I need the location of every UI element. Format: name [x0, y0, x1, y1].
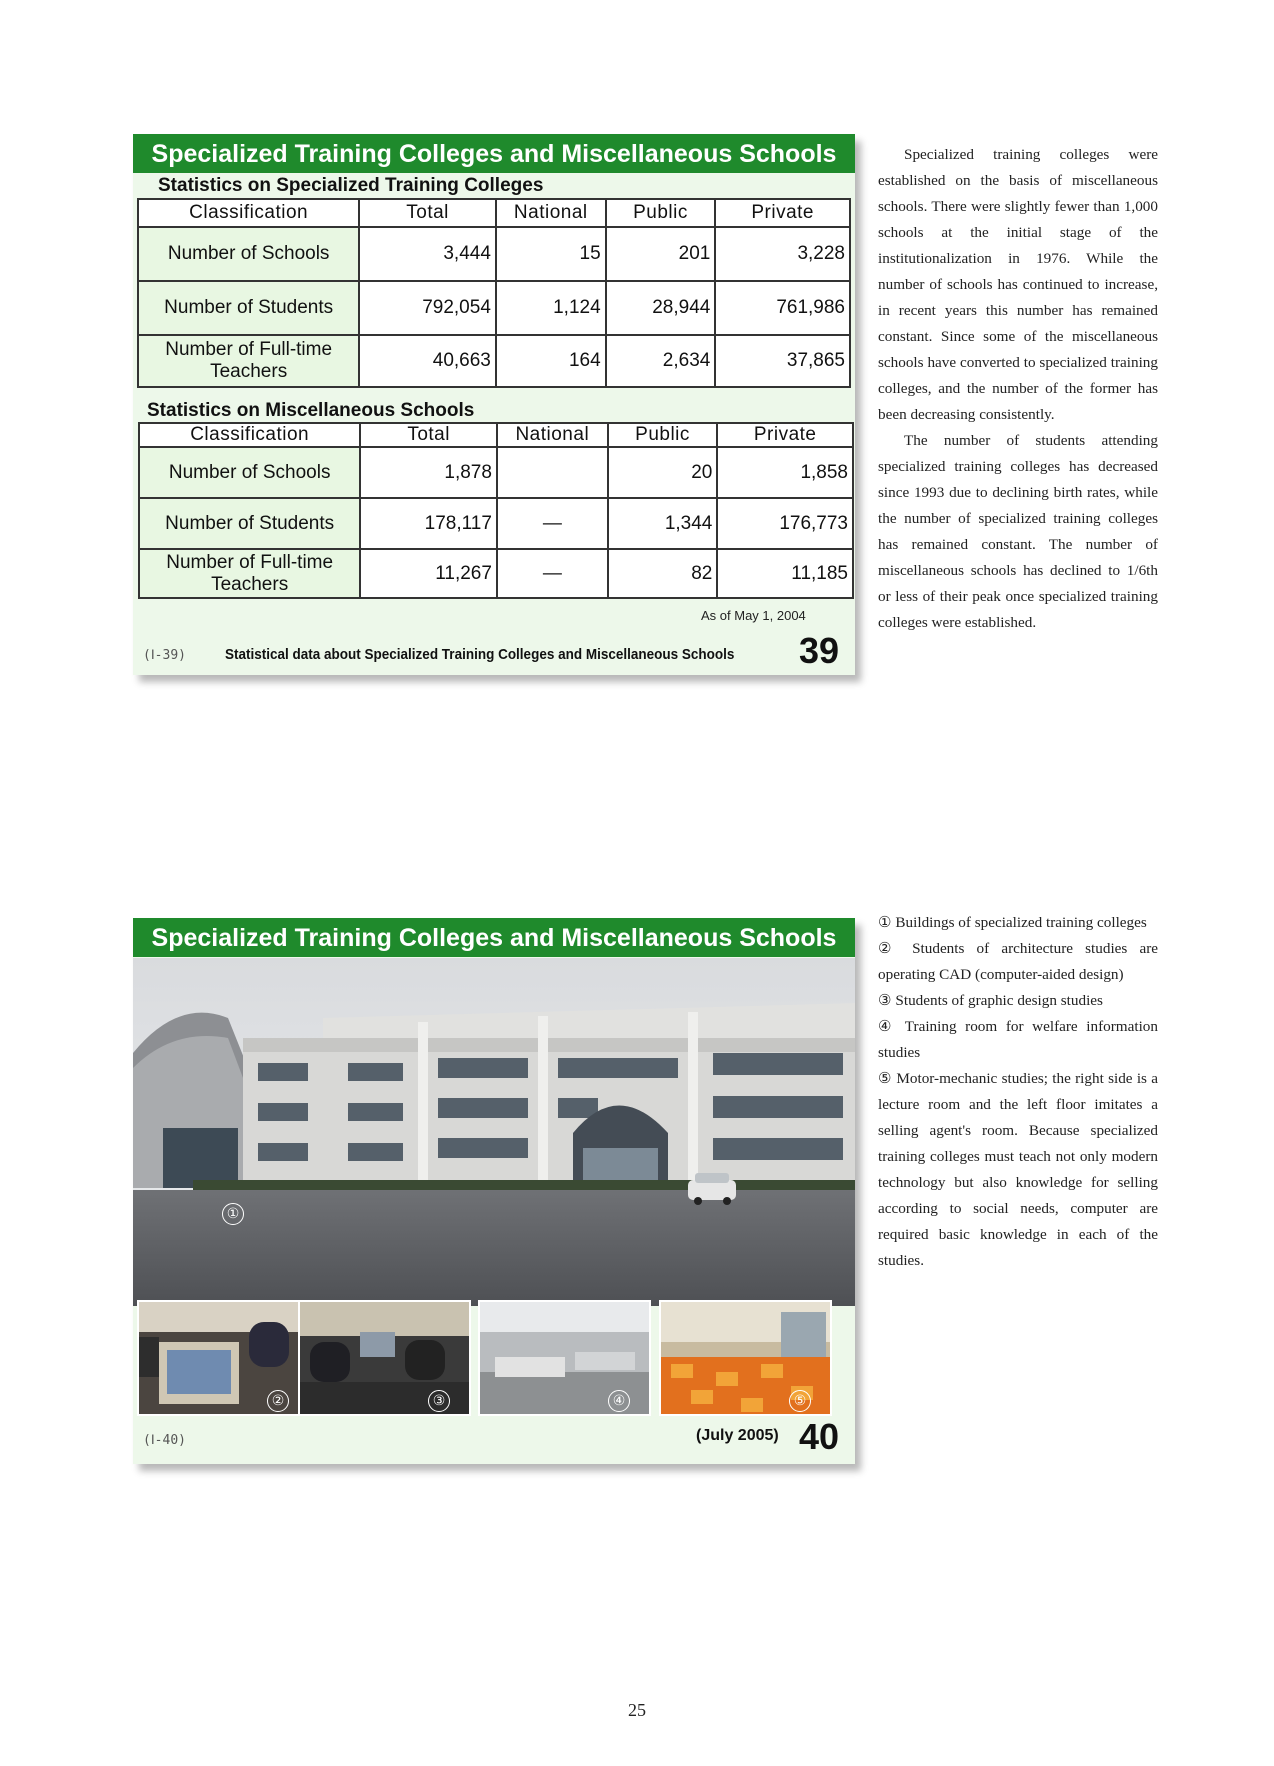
as-of-date: As of May 1, 2004: [701, 608, 806, 623]
table-header-row: [139, 423, 853, 447]
cell-value: 1,344: [608, 498, 718, 549]
paragraph: The number of students attending specialized training colleges has decreased since 1993 due to declining birth rates, while the number of specialized training colleges has remained constant. The number of miscellaneous schools has declined to 1/6th or less of their peak once specialized training colleges were established.: [878, 432, 1158, 631]
col-header: National: [497, 423, 608, 447]
cell-value: 1,858: [717, 447, 853, 498]
marker-3: ③: [428, 1390, 450, 1412]
cell-value: 15: [496, 227, 606, 281]
cell-value: 1,878: [360, 447, 497, 498]
photo-welfare-room: [478, 1300, 651, 1416]
slide-code: (Ⅰ-40): [143, 1433, 186, 1448]
cell-value: —: [497, 498, 608, 549]
row-label: Number of Students: [138, 281, 359, 335]
table1-title: Statistics on Specialized Training Colleges: [158, 175, 544, 196]
slide-40: [133, 918, 855, 1464]
col-header: National: [496, 199, 606, 227]
table-row: [139, 447, 853, 498]
table-row: [138, 281, 850, 335]
col-header: Total: [359, 199, 496, 227]
slide-number: 40: [799, 1416, 840, 1457]
page-number: 25: [628, 1700, 646, 1720]
table-row: [138, 335, 850, 387]
table2-title: Statistics on Miscellaneous Schools: [147, 400, 475, 421]
caption-item: ② Students of architecture studies are operating CAD (computer-aided design): [878, 940, 1158, 983]
building-photo: [133, 958, 855, 1306]
slide-code: (Ⅰ-39): [143, 648, 186, 663]
cell-value: 2,634: [606, 335, 716, 387]
marker-1: ①: [222, 1203, 244, 1225]
marker-4: ④: [608, 1390, 630, 1412]
col-header: Private: [715, 199, 850, 227]
caption-item: ① Buildings of specialized training colleges: [878, 914, 1147, 931]
cell-value: 3,444: [359, 227, 496, 281]
cell-value: 761,986: [715, 281, 850, 335]
cell-value: 40,663: [359, 335, 496, 387]
cell-value: 792,054: [359, 281, 496, 335]
cell-value: 201: [606, 227, 716, 281]
table-specialized-colleges: [137, 198, 851, 388]
marker-2: ②: [267, 1390, 289, 1412]
caption-item: ③ Students of graphic design studies: [878, 992, 1103, 1009]
cell-value: 28,944: [606, 281, 716, 335]
description-39: [878, 142, 1158, 636]
col-header: Total: [360, 423, 497, 447]
slide-caption: Statistical data about Specialized Training Colleges and Miscellaneous Schools: [225, 646, 735, 663]
table-header-row: [138, 199, 850, 227]
description-40: [878, 910, 1158, 1274]
slide-number: 39: [799, 630, 840, 671]
col-header: Public: [606, 199, 716, 227]
cell-value: —: [497, 549, 608, 598]
col-header: Private: [717, 423, 853, 447]
slide-banner: Specialized Training Colleges and Miscellaneous Schools: [133, 918, 855, 957]
col-header: Classification: [138, 199, 359, 227]
cell-value: 11,185: [717, 549, 853, 598]
cell-value: 3,228: [715, 227, 850, 281]
marker-5: ⑤: [789, 1390, 811, 1412]
row-label: Number of Schools: [138, 227, 359, 281]
row-label: Number of Schools: [139, 447, 360, 498]
slide-date: (July 2005): [696, 1427, 779, 1444]
caption-item: ④ Training room for welfare information studies: [878, 1018, 1158, 1061]
cell-value: 82: [608, 549, 718, 598]
building-illustration: [133, 958, 855, 1306]
row-label: Number of Full-time Teachers: [138, 335, 359, 387]
col-header: Public: [608, 423, 718, 447]
table-miscellaneous-schools: [138, 422, 854, 599]
caption-item: ⑤ Motor-mechanic studies; the right side is a lecture room and the left floor imitates a selling agent's room. Because specialized training colleges must teach not only modern technology but also knowledge for selling according to social needs, computer are required basic knowledge in each of the studies.: [878, 1070, 1158, 1269]
photo-cad-students: [137, 1300, 310, 1416]
cell-value: 11,267: [360, 549, 497, 598]
row-label: Number of Students: [139, 498, 360, 549]
cell-value: [497, 447, 608, 498]
row-label: Number of Full-time Teachers: [139, 549, 360, 598]
table-row: [139, 498, 853, 549]
paragraph: Specialized training colleges were established on the basis of miscellaneous schools. There were slightly fewer than 1,000 schools at the initial stage of the institutionalization in 1976. While the number of schools has continued to increase, in recent years this number has remained constant. Since some of the miscellaneous schools have converted to specialized training colleges, and the number of the former has been decreasing consistently.: [878, 146, 1158, 423]
table-row: [138, 227, 850, 281]
cell-value: 37,865: [715, 335, 850, 387]
photo-graphic-design: [298, 1300, 471, 1416]
cell-value: 164: [496, 335, 606, 387]
slide-banner: Specialized Training Colleges and Miscellaneous Schools: [133, 134, 855, 173]
cell-value: 178,117: [360, 498, 497, 549]
col-header: Classification: [139, 423, 360, 447]
slide-39: [133, 134, 855, 675]
cell-value: 20: [608, 447, 718, 498]
cell-value: 1,124: [496, 281, 606, 335]
cell-value: 176,773: [717, 498, 853, 549]
table-row: [139, 549, 853, 598]
photo-motor-mechanic: [659, 1300, 832, 1416]
